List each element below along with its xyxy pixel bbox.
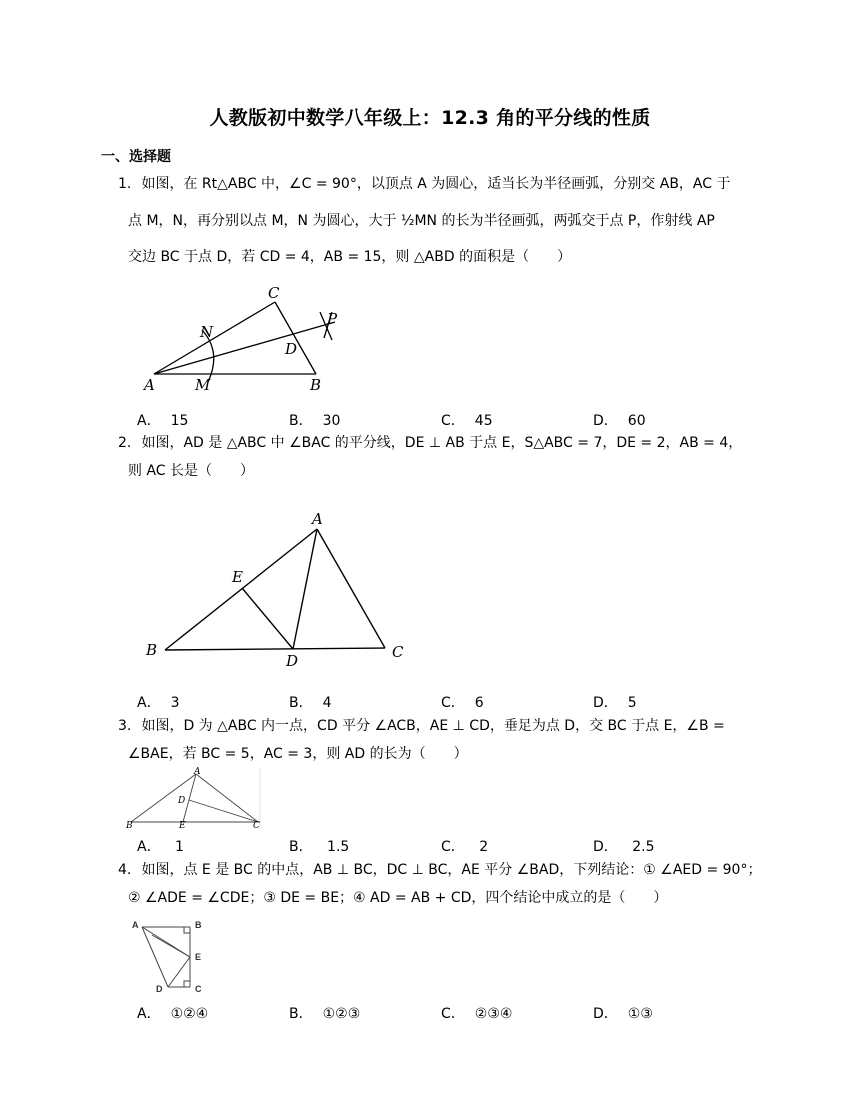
helper-line <box>152 935 190 957</box>
label-e: E <box>179 821 186 831</box>
options-q4 <box>137 1003 757 1023</box>
label-b: B <box>126 821 133 831</box>
question-text: 如图，D 为 △ABC 内一点，CD 平分 ∠ACB，AE ⊥ CD，垂足为点 D，交 BC 于点 E，∠B = <box>141 718 725 734</box>
right-angle-c <box>184 981 190 987</box>
options-q2 <box>137 692 757 712</box>
option-b[interactable]: B． 30 <box>289 413 341 429</box>
figure-q3 <box>125 768 265 830</box>
options-q1 <box>137 410 757 430</box>
figure-q4 <box>128 917 208 997</box>
question-number: 1. <box>118 176 132 192</box>
segment-bc <box>165 648 385 650</box>
label-c: C <box>253 821 260 831</box>
segment-ad <box>142 927 168 987</box>
option-b[interactable]: B． 1.5 <box>289 839 350 855</box>
label-d: D <box>156 984 163 994</box>
question-3-line-2: ∠BAE，若 BC = 5，AC = 3，则 AD 的长为（ ） <box>128 746 468 762</box>
segment-cd <box>189 800 258 822</box>
label-a: A <box>132 920 139 930</box>
question-text: 如图，点 E 是 BC 的中点，AB ⊥ BC，DC ⊥ BC，AE 平分 ∠BAD，下列结论：① ∠AED = 90°； <box>141 862 762 878</box>
question-1-line-1 <box>118 174 730 194</box>
label-b: B <box>146 641 158 659</box>
question-number: 2. <box>118 435 132 451</box>
option-c[interactable]: C． ②③④ <box>441 1006 513 1022</box>
option-c[interactable]: C． 6 <box>441 695 484 711</box>
option-a[interactable]: A． 3 <box>137 695 180 711</box>
options-q3 <box>137 836 757 856</box>
option-b[interactable]: B． ①②③ <box>289 1006 361 1022</box>
label-n: N <box>200 323 214 341</box>
label-c: C <box>195 984 202 994</box>
option-a[interactable]: A． 1 <box>137 839 184 855</box>
option-d[interactable]: D． 60 <box>593 413 646 429</box>
figure-q2 <box>140 505 420 675</box>
segment-ab <box>131 774 196 822</box>
option-d[interactable]: D． 2.5 <box>593 839 655 855</box>
label-d: D <box>178 796 186 806</box>
label-b: B <box>195 920 202 930</box>
option-c[interactable]: C． 45 <box>441 413 493 429</box>
option-a[interactable]: A． 15 <box>137 413 189 429</box>
label-d: D <box>286 652 299 670</box>
question-text: 如图，在 Rt△ABC 中，∠C = 90°，以顶点 A 为圆心，适当长为半径画弧，分别交 AB，AC 于 <box>141 176 731 192</box>
question-1-line-3: 交边 BC 于点 D，若 CD = 4，AB = 15，则 △ABD 的面积是（ ） <box>128 249 572 265</box>
label-a: A <box>312 510 323 528</box>
segment-ac <box>317 529 385 648</box>
label-e: E <box>232 568 243 586</box>
question-4-line-1 <box>118 860 761 880</box>
option-a[interactable]: A． ①②④ <box>137 1006 209 1022</box>
label-c: C <box>268 284 280 302</box>
question-4-line-2: ② ∠ADE = ∠CDE；③ DE = BE；④ AD = AB + CD，四个结论中成立的是（ ） <box>128 890 668 906</box>
segment-ad <box>293 529 317 649</box>
question-text: 如图，AD 是 △ABC 中 ∠BAC 的平分线，DE ⊥ AB 于点 E，S△ABC = 7，DE = 2，AB = 4， <box>141 435 743 451</box>
label-a: A <box>144 376 155 394</box>
label-a: A <box>194 767 201 777</box>
label-c: C <box>392 643 404 661</box>
segment-de <box>242 588 293 649</box>
label-e: E <box>195 952 202 962</box>
label-m: M <box>195 376 211 394</box>
page-title: 人教版初中数学八年级上：12.3 角的平分线的性质 <box>209 107 651 129</box>
label-d: D <box>285 340 298 358</box>
option-d[interactable]: D． ①③ <box>593 1006 653 1022</box>
segment-ab <box>165 529 317 650</box>
question-1-line-2: 点 M，N，再分别以点 M，N 为圆心，大于 ½MN 的长为半径画弧，两弧交于点 P，作射线 AP <box>128 213 715 229</box>
segment-ac <box>154 302 275 374</box>
question-number: 4. <box>118 862 132 878</box>
question-2-line-2: 则 AC 长是（ ） <box>128 463 255 479</box>
question-2-line-1 <box>118 433 742 453</box>
section-heading: 一、选择题 <box>101 149 171 165</box>
label-p: P <box>327 310 338 328</box>
segment-de <box>168 957 190 987</box>
segment-ac <box>196 774 258 822</box>
label-b: B <box>310 376 322 394</box>
option-d[interactable]: D． 5 <box>593 695 637 711</box>
option-b[interactable]: B． 4 <box>289 695 332 711</box>
ray-ap <box>154 322 335 374</box>
question-3-line-1 <box>118 716 725 736</box>
option-c[interactable]: C． 2 <box>441 839 489 855</box>
question-number: 3. <box>118 718 132 734</box>
right-angle-b <box>184 927 190 933</box>
figure-q1 <box>140 282 360 397</box>
